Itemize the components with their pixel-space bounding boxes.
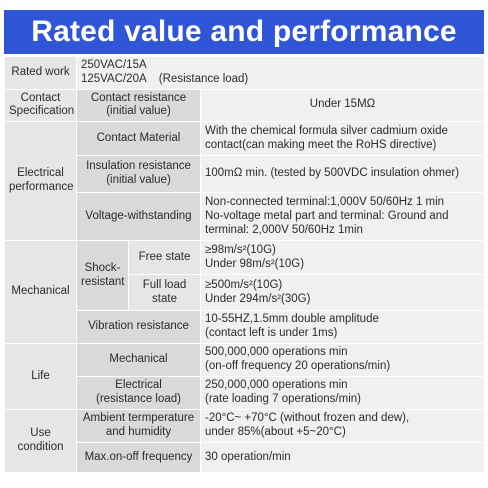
insulation-resistance-value: 100mΩ min. (tested by 500VDC insulation ohmer) [201,156,485,193]
full-load-state-label: Full load state [129,275,201,311]
life-label: Life [5,344,77,410]
contact-resistance-value: Under 15MΩ [201,89,485,122]
table-row [5,193,485,241]
electrical-performance-label: Electrical performance [5,122,77,241]
table-row [5,377,485,410]
life-electrical-label: Electrical (resistance load) [77,377,201,410]
ambient-temperature-label: Ambient termperature and humidity [77,410,201,443]
free-state-value: ≥98m/s²(10G) Under 98m/s²(10G) [201,241,485,275]
shock-resistant-label: Shock- resistant [77,241,129,311]
table-row [5,89,485,122]
ambient-temperature-value: -20°C~ +70°C (without frozen and dew), under 85%(about +5~20°C) [201,410,485,443]
life-electrical-value: 250,000,000 operations min (rate loading 7 operations/min) [201,377,485,410]
table-row [5,311,485,344]
free-state-label: Free state [129,241,201,275]
table-row [5,241,485,275]
table-row [5,122,485,156]
use-condition-label: Use condition [5,410,77,473]
contact-material-label: Contact Material [77,122,201,156]
page-title: Rated value and performance [4,10,484,54]
spec-table [4,56,485,473]
mechanical-label: Mechanical [5,241,77,344]
voltage-withstanding-value: Non-connected terminal:1,000V 50/60Hz 1 min No-voltage metal part and terminal: Ground and terminal: 2,000V 50/60Hz 1min [201,193,485,241]
max-on-off-frequency-value: 30 operation/min [201,443,485,473]
contact-material-value: With the chemical formula silver cadmium oxide contact(can making meet the RoHS directive) [201,122,485,156]
table-row [5,57,485,90]
contact-resistance-label: Contact resistance (initial value) [77,89,201,122]
vibration-resistance-value: 10-55HZ,1.5mm double amplitude (contact left is under 1ms) [201,311,485,344]
full-load-state-value: ≥500m/s²(10G) Under 294m/s²(30G) [201,275,485,311]
vibration-resistance-label: Vibration resistance [77,311,201,344]
rated-work-label: Rated work [5,57,77,90]
table-row [5,443,485,473]
table-row [5,156,485,193]
table-row [5,410,485,443]
contact-spec-label: Contact Specification [5,89,77,122]
insulation-resistance-label: Insulation resistance (initial value) [77,156,201,193]
life-mechanical-label: Mechanical [77,344,201,377]
life-mechanical-value: 500,000,000 operations min (on-off frequency 20 operations/min) [201,344,485,377]
table-row [5,344,485,377]
rated-work-value: 250VAC/15A 125VAC/20A (Resistance load) [77,57,485,90]
max-on-off-frequency-label: Max.on-off frequency [77,443,201,473]
voltage-withstanding-label: Voltage-withstanding [77,193,201,241]
